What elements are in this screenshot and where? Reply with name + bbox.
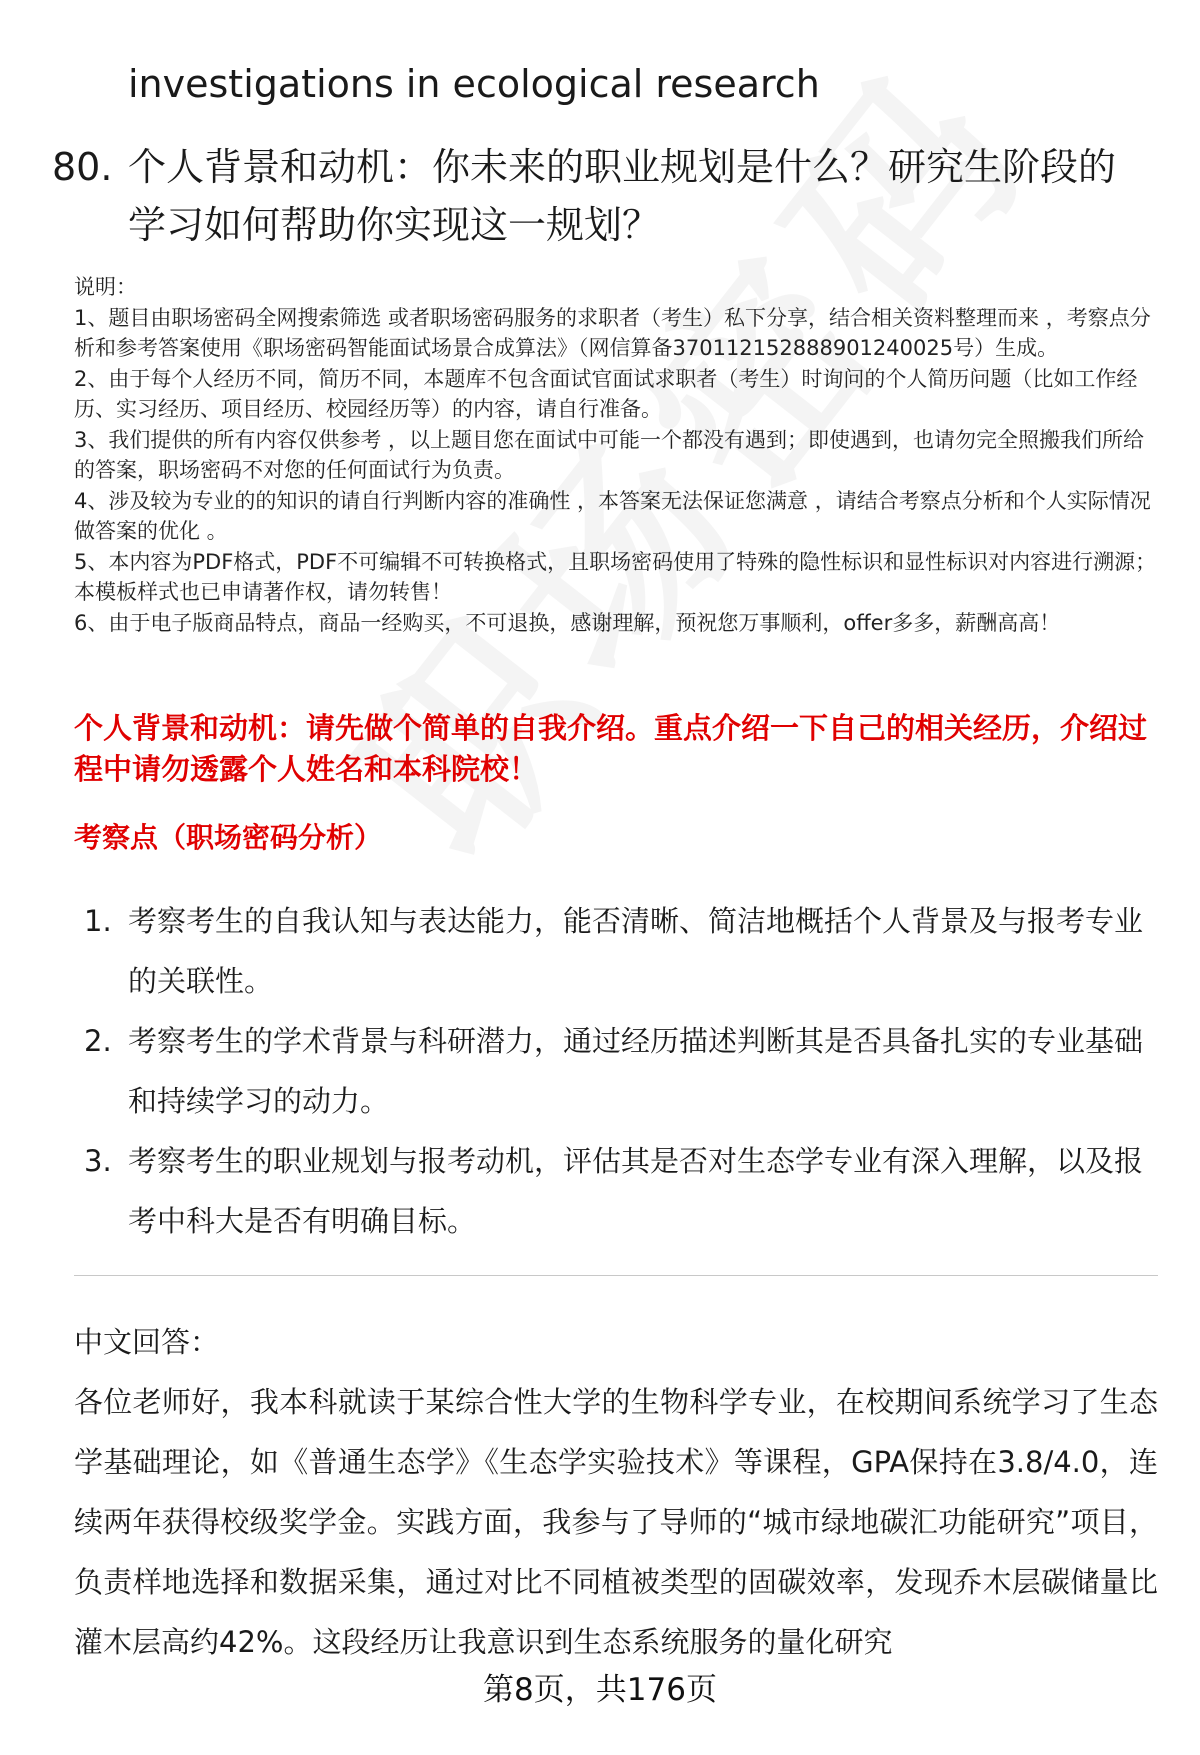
list-item (84, 891, 1164, 1011)
list-item-text: 考察考生的职业规划与报考动机，评估其是否对生态学专业有深入理解，以及报考中科大是否有明确目标。 (128, 1144, 1144, 1238)
question-heading (52, 138, 1152, 254)
answer-label: 中文回答： (74, 1325, 220, 1359)
notes-item: 4、涉及较为专业的的知识的请自行判断内容的准确性 ，本答案无法保证您满意 ，请结合考察点分析和个人实际情况做答案的优化 。 (74, 488, 1151, 543)
notes-block (74, 272, 1164, 638)
list-item-text: 考察考生的自我认知与表达能力，能否清晰、简洁地概括个人背景及与报考专业的关联性。 (128, 904, 1144, 998)
previous-answer-tail: investigations in ecological research (128, 62, 820, 106)
notes-item: 2、由于每个人经历不同，简历不同，本题库不包含面试官面试求职者（考生）时询问的个人简历问题（比如工作经历、实习经历、项目经历、校园经历等）的内容，请自行准备。 (74, 366, 1138, 421)
question-text: 个人背景和动机：你未来的职业规划是什么？研究生阶段的学习如何帮助你实现这一规划？ (128, 145, 1117, 247)
current-question-heading: 个人背景和动机：请先做个简单的自我介绍。重点介绍一下自己的相关经历，介绍过程中请勿透露个人姓名和本科院校！ (74, 711, 1148, 786)
notes-item: 3、我们提供的所有内容仅供参考 ，以上题目您在面试中可能一个都没有遇到；即使遇到，也请勿完全照搬我们所给的答案，职场密码不对您的任何面试行为负责。 (74, 427, 1145, 482)
analysis-points-list (84, 891, 1164, 1251)
question-number: 80. (52, 145, 113, 189)
list-item-text: 考察考生的学术背景与科研潜力，通过经历描述判断其是否具备扎实的专业基础和持续学习的动力。 (128, 1024, 1144, 1118)
list-item (84, 1011, 1164, 1131)
notes-title: 说明： (74, 275, 137, 299)
list-item-number: 2. (84, 1024, 112, 1058)
list-item-number: 3. (84, 1144, 112, 1178)
page-footer: 第8页，共176页 (483, 1672, 717, 1708)
analysis-heading: 考察点（职场密码分析） (74, 821, 383, 854)
list-item (84, 1131, 1164, 1251)
notes-item: 6、由于电子版商品特点，商品一经购买，不可退换，感谢理解，预祝您万事顺利，offer多多，薪酬高高！ (74, 610, 1061, 635)
answer-text: 各位老师好，我本科就读于某综合性大学的生物科学专业，在校期间系统学习了生态学基础理论，如《普通生态学》《生态学实验技术》等课程，GPA保持在3.8/4.0，连续两年获得校级奖学金。实践方面，我参与了导师的“城市绿地碳汇功能研究”项目，负责样地选择和数据采集，通过对比不同植被类型的固碳效率，发现乔木层碳储量比灌木层高约42%。这段经历让我意识到生态系统服务的量化研究 (74, 1385, 1158, 1659)
notes-item: 5、本内容为PDF格式，PDF不可编辑不可转换格式，且职场密码使用了特殊的隐性标识和显性标识对内容进行溯源；本模板样式也已申请著作权，请勿转售！ (74, 549, 1157, 604)
section-divider (74, 1275, 1158, 1276)
list-item-number: 1. (84, 904, 112, 938)
notes-item: 1、题目由职场密码全网搜索筛选 或者职场密码服务的求职者（考生）私下分享，结合相关资料整理而来 ，考察点分析和参考答案使用《职场密码智能面试场景合成算法》（网信算备370112152888901240025号）生成。 (74, 305, 1151, 360)
